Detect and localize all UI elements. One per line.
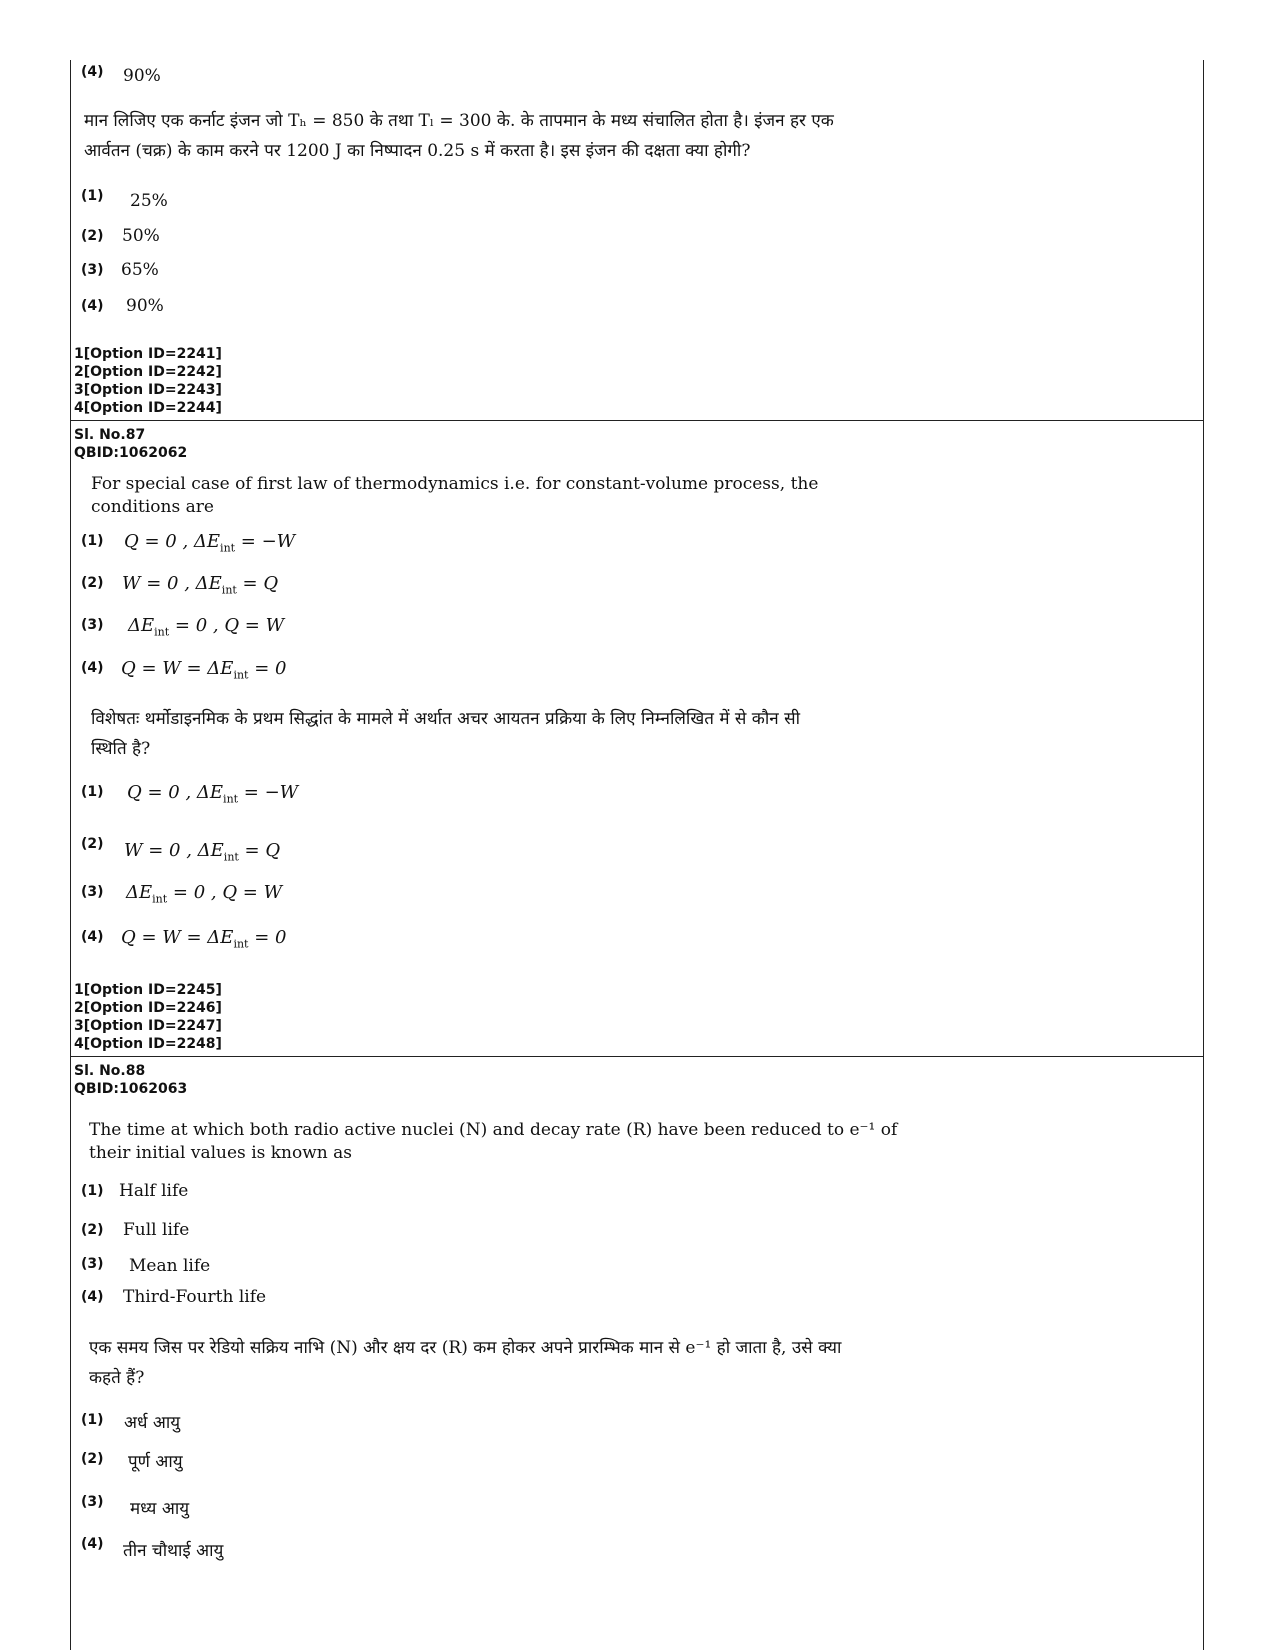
option-formula: Q = 0 , $\Delta E_{int} = -W$ xyxy=(124,531,296,555)
qbid: QBID:1062063 xyxy=(74,1081,188,1097)
option-number: (4) xyxy=(81,1289,104,1305)
option-number: (2) xyxy=(81,228,104,244)
question-text-hindi-line1: मान लिजिए एक कर्नाट इंजन जो Tₕ = 850 के तथा Tₗ = 300 के. के तापमान के मध्य संचालित होता है। इंजन हर एक xyxy=(84,111,834,131)
option-text: 65% xyxy=(121,260,159,280)
option-formula: $Q = W = \Delta E_{int} = 0$ xyxy=(121,927,287,951)
option-id: 1[Option ID=2241] xyxy=(74,346,222,362)
option-id-list xyxy=(74,345,222,417)
question-text-hindi-line2: कहते हैं? xyxy=(89,1368,145,1388)
option-number: (3) xyxy=(81,1494,104,1510)
option-text: 90% xyxy=(123,66,161,86)
option-number: (1) xyxy=(81,1412,104,1428)
option-text: Half life xyxy=(119,1181,189,1201)
option-text: Mean life xyxy=(129,1256,211,1276)
option-number: (4) xyxy=(81,298,104,314)
option-number: (1) xyxy=(81,1183,104,1199)
question-text-hindi-line1: विशेषतः थर्मोडाइनमिक के प्रथम सिद्धांत के मामले में अर्थात अचर आयतन प्रक्रिया के लिए निम्नलिखित में से कौन सी xyxy=(91,709,800,729)
option-number: (2) xyxy=(81,575,104,591)
option-number: (3) xyxy=(81,884,104,900)
option-text: तीन चौथाई आयु xyxy=(123,1541,224,1561)
option-text: अर्ध आयु xyxy=(124,1413,181,1433)
option-number: (1) xyxy=(81,188,104,204)
option-number: (4) xyxy=(81,660,104,676)
qbid: QBID:1062062 xyxy=(74,445,188,461)
question-header xyxy=(74,426,187,462)
option-formula: W = 0 , $\Delta E_{int} = Q$ xyxy=(124,840,281,864)
option-number: (2) xyxy=(81,836,104,852)
question-text-hindi-line2: स्थिति है? xyxy=(91,739,151,759)
option-formula: $\Delta E_{int} = 0$ , Q = W xyxy=(126,882,283,906)
option-text: 50% xyxy=(122,226,160,246)
option-number: (4) xyxy=(81,929,104,945)
option-id: 2[Option ID=2242] xyxy=(74,364,222,380)
option-text: 90% xyxy=(126,296,164,316)
option-text: Third-Fourth life xyxy=(123,1287,267,1307)
question-separator xyxy=(70,420,1204,421)
question-text-hindi-line1: एक समय जिस पर रेडियो सक्रिय नाभि (N) और क्षय दर (R) कम होकर अपने प्रारम्भिक मान से e⁻¹ हो जाता है, उसे क्या xyxy=(89,1338,842,1358)
option-text: Full life xyxy=(123,1220,190,1240)
question-text-english-line1: For special case of first law of thermodynamics i.e. for constant-volume process, the xyxy=(91,474,819,494)
option-number: (2) xyxy=(81,1451,104,1467)
option-number: (3) xyxy=(81,1256,104,1272)
option-text: 25% xyxy=(130,191,168,211)
option-formula: $\Delta E_{int} = 0$ , Q = W xyxy=(128,615,285,639)
option-number: (4) xyxy=(81,1536,104,1552)
option-number: (3) xyxy=(81,617,104,633)
question-text-english-line2: their initial values is known as xyxy=(89,1143,353,1163)
option-formula: W = 0 , $\Delta E_{int} = Q$ xyxy=(122,573,279,597)
option-id: 3[Option ID=2247] xyxy=(74,1018,222,1034)
option-id-list xyxy=(74,981,222,1053)
option-text: पूर्ण आयु xyxy=(128,1452,183,1472)
option-number: (1) xyxy=(81,533,104,549)
option-id: 3[Option ID=2243] xyxy=(74,382,222,398)
option-number: (3) xyxy=(81,262,104,278)
option-number: (2) xyxy=(81,1222,104,1238)
serial-number: Sl. No.87 xyxy=(74,427,146,443)
option-id: 4[Option ID=2248] xyxy=(74,1036,222,1052)
option-formula: $Q = W = \Delta E_{int} = 0$ xyxy=(121,658,287,682)
question-text-english-line1: The time at which both radio active nuclei (N) and decay rate (R) have been reduced to e⁻¹ of xyxy=(89,1120,898,1140)
serial-number: Sl. No.88 xyxy=(74,1063,146,1079)
option-text: मध्य आयु xyxy=(130,1499,190,1519)
option-number: (1) xyxy=(81,784,104,800)
option-id: 4[Option ID=2244] xyxy=(74,400,222,416)
question-text-hindi-line2: आर्वतन (चक्र) के काम करने पर 1200 J का निष्पादन 0.25 s में करता है। इस इंजन की दक्षता क्या होगी? xyxy=(84,141,751,161)
option-number: (4) xyxy=(81,64,104,80)
option-id: 1[Option ID=2245] xyxy=(74,982,222,998)
option-id: 2[Option ID=2246] xyxy=(74,1000,222,1016)
question-separator xyxy=(70,1056,1204,1057)
option-formula: Q = 0 , $\Delta E_{int} = -W$ xyxy=(127,782,299,806)
question-text-english-line2: conditions are xyxy=(91,497,214,517)
question-header xyxy=(74,1062,187,1098)
